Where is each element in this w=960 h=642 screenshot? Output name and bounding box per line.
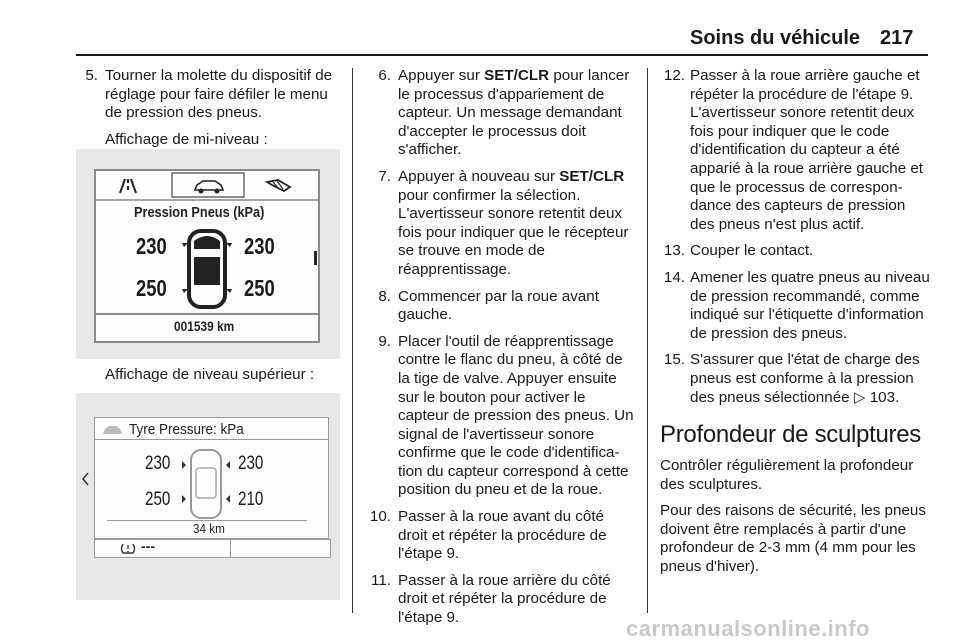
chevron-left-icon bbox=[81, 471, 91, 487]
mid-display-divider bbox=[96, 313, 318, 315]
mid-front-right-pressure: 230 bbox=[244, 233, 275, 259]
column-divider-1 bbox=[352, 68, 353, 613]
step-7: 7. Appuyer à nouveau sur SET/CLR pour confirmer la sélection. L'avertisseur sonore retentit deux fois pour indiquer que le récepteur se trouve en mode de réapprentissage. bbox=[378, 167, 629, 278]
step-15: 15. S'assurer que l'état de charge des pneus est conforme à la pression des pneus sélectionnée ▷ 103. bbox=[663, 351, 920, 406]
mid-rear-right-pressure: 250 bbox=[244, 275, 275, 301]
upper-level-caption: Affichage de niveau supérieur : bbox=[105, 366, 315, 383]
mid-level-display-image bbox=[76, 149, 340, 359]
upper-front-right-pressure: 230 bbox=[238, 453, 264, 474]
column-divider-2 bbox=[647, 68, 648, 613]
mid-front-left-pressure: 230 bbox=[136, 233, 167, 259]
step-14: 14. Amener les quatre pneus au niveau de pression recommandé, comme indiqué sur l'étiquette d'information de pression des pneus. bbox=[663, 268, 930, 342]
tpms-warning-icon bbox=[119, 541, 137, 555]
upper-level-lcd bbox=[94, 417, 329, 539]
step-12: 12. Passer à la roue arrière gauche et répéter la procédure de l'étape 9. L'avertisseur sonore retentit deux fois pour indiquer que le code d'identification du capteur a été apparié à la roue arrière gauche et que le processus de correspondance des capteurs de pression des pneus n'est plus actif. bbox=[663, 67, 924, 233]
page-header-title: Soins du véhicule bbox=[690, 27, 861, 49]
watermark: carmanualsonline.info bbox=[626, 616, 870, 641]
upper-status-bar bbox=[94, 539, 331, 558]
mid-odometer: 001539 km bbox=[174, 318, 235, 334]
upper-odometer: 34 km bbox=[193, 521, 225, 536]
upper-status-text: --- bbox=[141, 538, 155, 554]
mid-level-caption: Affichage de mi-niveau : bbox=[105, 130, 268, 148]
step-13: 13. Couper le contact. bbox=[663, 242, 814, 260]
upper-display-title: Tyre Pressure: kPa bbox=[129, 421, 244, 438]
step-8: 8. Commencer par la roue avant gauche. bbox=[378, 287, 599, 324]
car-icon bbox=[192, 177, 226, 195]
step-9: 9. Placer l'outil de réapprentissage contre le flanc du pneu, à côté de la tige de valve. Appuyer ensuite sur le bouton pour activer le capteur de pression des pneus. Un signal de l'avertisseur sonore confirme que le code d'identification du capteur correspond à cette position du pneu et de la roue. bbox=[378, 332, 634, 499]
road-warning-icon bbox=[116, 177, 146, 195]
tire-icon bbox=[264, 177, 294, 195]
mid-display-title: Pression Pneus (kPa) bbox=[134, 204, 265, 221]
upper-level-display-image bbox=[76, 393, 340, 600]
paragraph-1: Contrôler régulièrement la profondeur des sculptures. bbox=[660, 457, 914, 493]
page-ref-arrow-icon: ▷ bbox=[853, 388, 866, 406]
page-reference-link[interactable]: 103 bbox=[869, 388, 896, 406]
step-11: 11. Passer à la roue arrière du côté droit et répéter la procédure de l'étape 9. bbox=[371, 571, 611, 627]
scroll-indicator bbox=[314, 251, 317, 265]
step-5: 5. Tourner la molette du dispositif de réglage pour faire défiler le menu de pression des pneus. bbox=[85, 67, 333, 122]
upper-title-divider bbox=[95, 439, 328, 440]
header-rule bbox=[76, 54, 928, 56]
upper-rear-right-pressure: 210 bbox=[238, 489, 264, 510]
section-heading: Profondeur de sculptures bbox=[660, 421, 921, 449]
upper-front-left-pressure: 230 bbox=[145, 453, 171, 474]
page-number: 217 bbox=[880, 27, 914, 49]
car-icon bbox=[101, 424, 123, 438]
middle-column bbox=[369, 67, 637, 636]
left-column bbox=[76, 67, 346, 159]
car-top-view-icon bbox=[172, 227, 242, 311]
car-top-view-icon bbox=[175, 446, 237, 522]
upper-rear-left-pressure: 250 bbox=[145, 489, 171, 510]
paragraph-2: Pour des raisons de sécurité, les pneus doivent être remplacés à partir d'une profondeur de 2-3 mm (4 mm pour les pneus d'hiver). bbox=[660, 502, 926, 576]
mid-level-lcd bbox=[94, 169, 320, 343]
step-10: 10. Passer à la roue avant du côté droit et répéter la procédure de l'étape 9. bbox=[369, 508, 607, 563]
right-column bbox=[660, 67, 930, 585]
mid-rear-left-pressure: 250 bbox=[136, 275, 167, 301]
step-6: 6. Appuyer sur SET/CLR pour lancer le processus d'appariement de capteur. Un message demandant d'accepter le processus doit s'afficher. bbox=[378, 67, 630, 159]
